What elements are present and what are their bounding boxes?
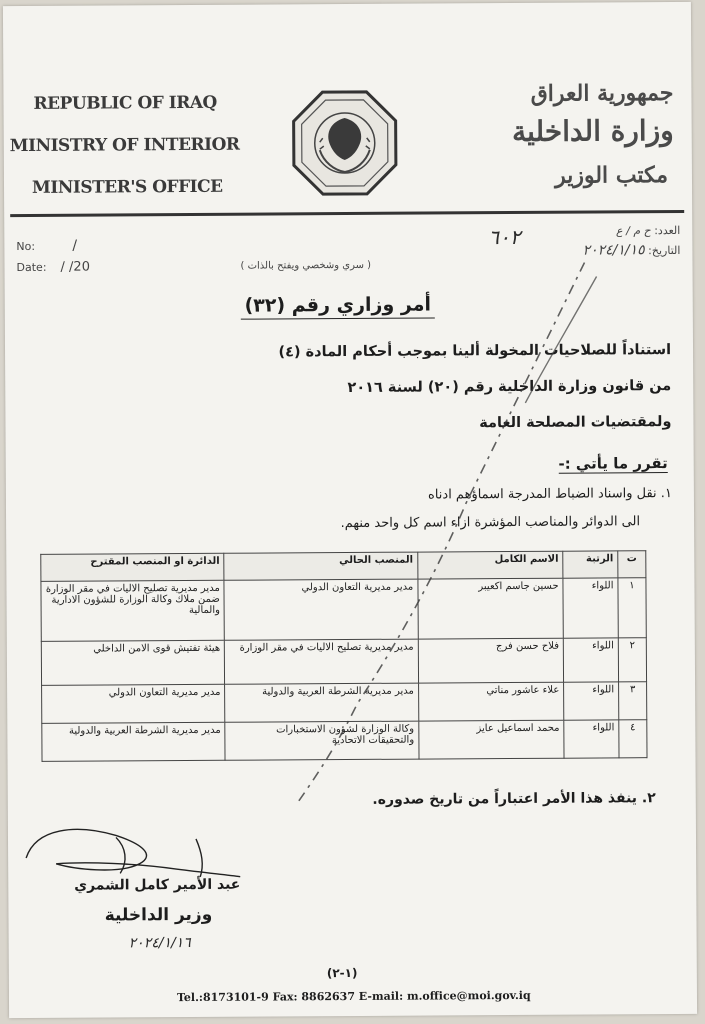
ar-ref-date-label: التاريخ:: [648, 243, 681, 258]
header-en-line3: MINISTER'S OFFICE: [31, 176, 223, 198]
ministry-emblem-icon: [289, 88, 400, 199]
confidential-note: ( سري وشخصي ويفتح بالذات ): [240, 259, 372, 272]
cell-full-name: محمد اسماعيل عايز: [419, 720, 565, 759]
cell-index: ١: [618, 578, 646, 638]
ar-ref-no: [616, 224, 680, 237]
cell-rank: اللواء: [564, 720, 619, 758]
cell-full-name: حسين جاسم اكعيبر: [418, 578, 564, 639]
diagonal-handwritten-annotation-icon: [144, 252, 617, 815]
document-title: أمر وزاري رقم (٣٢): [241, 293, 435, 319]
cell-current-position: وكالة الوزارة لشؤون الاستخبارات والتحقيقات الاتحادية: [225, 721, 419, 760]
cell-rank: اللواء: [564, 682, 619, 720]
item-1-line-b: الى الدوائر والمناصب المؤشرة ازاء اسم كل واحد منهم.: [340, 514, 641, 532]
header-divider: [10, 210, 684, 217]
handwritten-number: ٦٠٢: [488, 224, 521, 250]
footer-contact: Tel.:8173101-9 Fax: 8862637 E-mail: m.office@moi.gov.iq: [176, 988, 531, 1005]
signatory-position: وزير الداخلية: [104, 904, 213, 926]
decided-heading: تقرر ما يأتي :-: [558, 454, 668, 473]
body-line-2: من قانون وزارة الداخلية رقم (٢٠) لسنة ٢٠١٦: [347, 378, 672, 397]
signatory-name: عبد الأمير كامل الشمري: [74, 876, 241, 894]
ref-no-value: /: [72, 237, 78, 254]
cell-rank: اللواء: [563, 578, 618, 638]
cell-full-name: فلاح حسن فرج: [418, 638, 564, 683]
ref-no-label: No:: [16, 239, 36, 254]
header-en-line1: REPUBLIC OF IRAQ: [33, 92, 217, 114]
body-line-3: ولمقتضيات المصلحة العامة: [479, 414, 672, 432]
cell-current-position: مدير مديرية التعاون الدولي: [224, 579, 418, 640]
header-index: ت: [618, 551, 646, 578]
ar-ref-no-value: ح م / ع: [615, 224, 651, 238]
item-1-line-a: ١. نقل واسناد الضباط المدرجة اسماؤهم ادناه: [427, 486, 672, 503]
header-ar-line3: مكتب الوزير: [554, 162, 669, 189]
cell-proposed-position: مدير مديرية التعاون الدولي: [42, 684, 226, 723]
ref-date-value: / /20: [60, 259, 90, 275]
header-ar-line1: جمهورية العراق: [530, 80, 674, 107]
ref-date-label: Date:: [16, 260, 47, 275]
cell-current-position: مدير مديرية تصليح الاليات في مقر الوزارة: [225, 639, 419, 684]
document-page: [3, 2, 697, 1018]
ar-ref-no-label: العدد:: [654, 223, 681, 238]
cell-index: ٤: [619, 720, 647, 758]
cell-proposed-position: مدير مديرية تصليح الاليات في مقر الوزارة ضمن ملاك وكالة الوزارة للشؤون الادارية والمالية: [41, 580, 225, 641]
cell-full-name: علاء عاشور مناتي: [418, 682, 564, 721]
ar-ref-date-value: ٢٠٢٤/١/١٥: [582, 242, 645, 259]
cell-index: ٢: [618, 638, 646, 682]
signature-date: ٢٠٢٤/١/١٦: [128, 934, 191, 952]
cell-rank: اللواء: [563, 638, 618, 682]
header-proposed-position: الدائرة او المنصب المقترح: [41, 553, 225, 581]
item-2-line: ٢. ينفذ هذا الأمر اعتباراً من تاريخ صدوره.: [372, 790, 656, 808]
header-full-name: الاسم الكامل: [417, 551, 563, 579]
page-number: (١-٢): [326, 965, 358, 981]
cell-proposed-position: مدير مديرية الشرطة العربية والدولية: [42, 722, 226, 761]
cell-current-position: مدير مديرية الشرطة العربية والدولية: [225, 683, 419, 722]
cell-proposed-position: هيئة تفتيش قوى الامن الداخلي: [41, 640, 225, 685]
header-current-position: المنصب الحالي: [224, 552, 418, 580]
header-rank: الرتبة: [563, 551, 618, 578]
cell-index: ٣: [619, 682, 647, 720]
body-line-1: استناداً للصلاحيات المخولة ألينا بموجب أحكام المادة (٤): [278, 342, 672, 361]
header-ar-line2: وزارة الداخلية: [511, 114, 674, 149]
header-en-line2: MINISTRY OF INTERIOR: [9, 134, 240, 157]
